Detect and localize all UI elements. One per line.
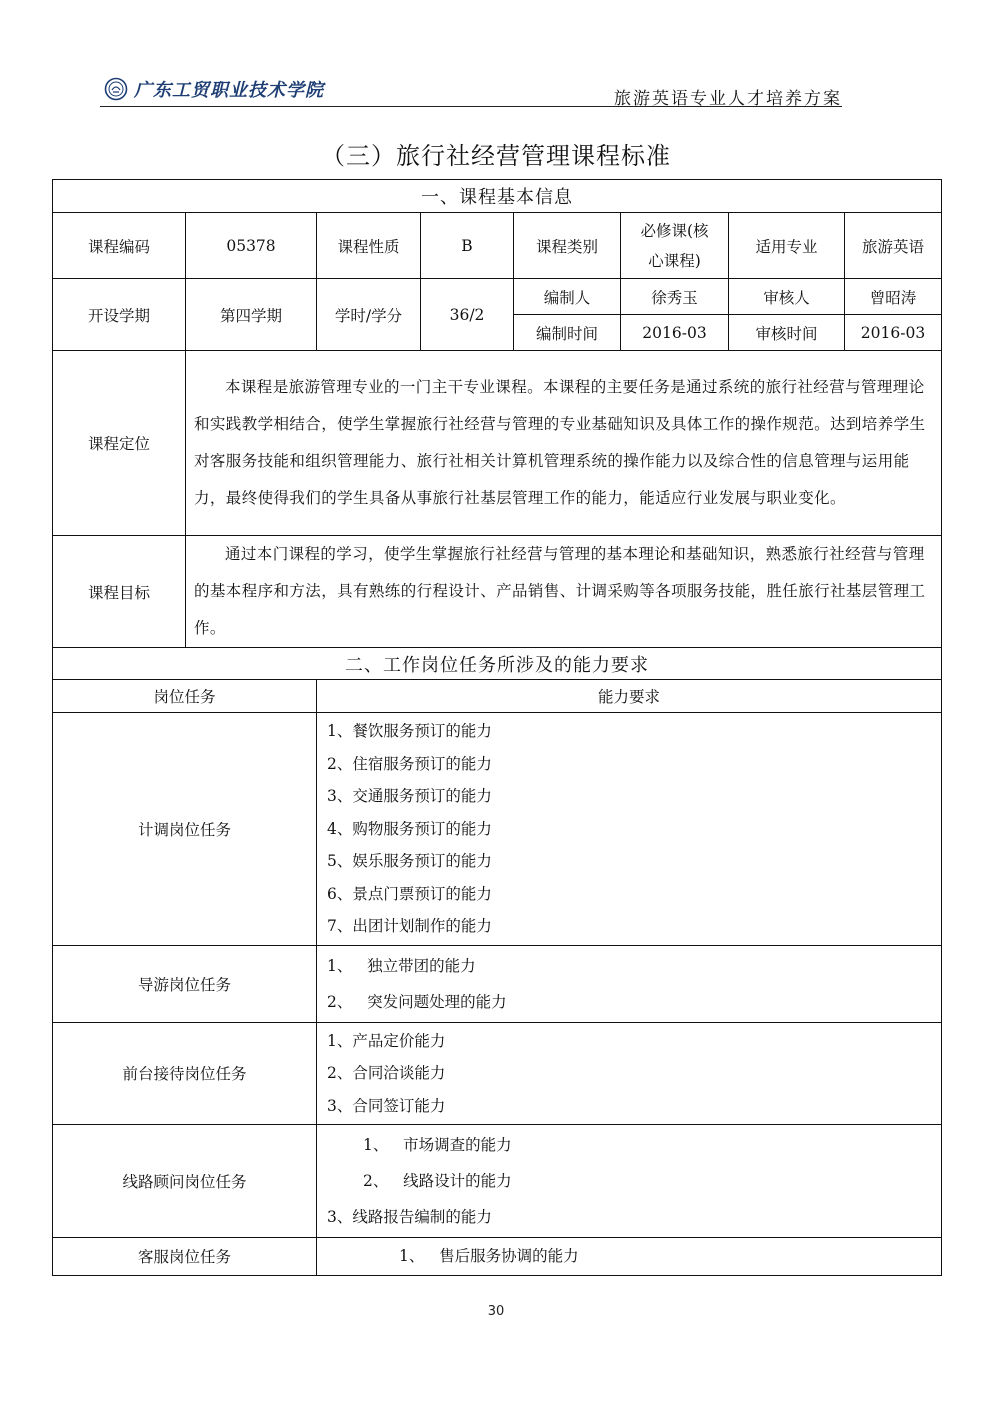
page-number: 30 (487, 1304, 505, 1319)
edit-time-label: 编制时间 (514, 315, 621, 351)
task-name: 前台接待岗位任务 (53, 1022, 317, 1125)
task-name: 客服岗位任务 (53, 1238, 317, 1276)
ability-list (317, 945, 942, 1022)
course-type-label: 课程类别 (514, 213, 621, 279)
course-standard-table (52, 179, 942, 1276)
column-header-task: 岗位任务 (53, 680, 317, 713)
course-type-value-line-1: 必修课(核 (640, 221, 709, 240)
ability-list (317, 1238, 942, 1276)
editor-value: 徐秀玉 (621, 279, 729, 315)
task-row (53, 945, 942, 1022)
task-name: 计调岗位任务 (53, 713, 317, 946)
task-row (53, 1125, 942, 1238)
ability-item: 6、景点门票预订的能力 (327, 884, 492, 903)
basic-info-row-1 (53, 213, 942, 279)
course-code-value: 05378 (186, 213, 317, 279)
ability-item: 3、合同签订能力 (327, 1096, 446, 1115)
ability-item: 7、出团计划制作的能力 (327, 917, 492, 935)
editor-label: 编制人 (514, 279, 621, 315)
section-ability-heading: 二、工作岗位任务所涉及的能力要求 (53, 648, 942, 680)
page-header (100, 72, 842, 108)
ability-item: 1、 售后服务协调的能力 (399, 1247, 579, 1265)
reviewer-label: 审核人 (729, 279, 845, 315)
school-name: 广东工贸职业技术学院 (134, 80, 324, 101)
hours-credits-value: 36/2 (421, 279, 514, 351)
column-header-ability: 能力要求 (317, 680, 942, 713)
hours-credits-label: 学时/学分 (317, 279, 421, 351)
review-time-label: 审核时间 (729, 315, 845, 351)
school-seal-icon (104, 77, 128, 101)
ability-item: 2、住宿服务预订的能力 (327, 754, 492, 773)
course-nature-value: B (421, 213, 514, 279)
ability-item: 4、购物服务预订的能力 (327, 819, 492, 838)
document-name: 旅游英语专业人才培养方案 (614, 89, 842, 109)
ability-list (317, 713, 942, 946)
ability-item: 1、餐饮服务预订的能力 (327, 722, 492, 740)
section-basic-info-heading: 一、课程基本信息 (53, 180, 942, 213)
ability-table-header (53, 680, 942, 713)
ability-item: 2、合同洽谈能力 (327, 1064, 446, 1082)
ability-item: 1、产品定价能力 (327, 1031, 446, 1050)
ability-item: 5、娱乐服务预订的能力 (327, 852, 492, 870)
ability-item: 3、线路报告编制的能力 (327, 1208, 492, 1226)
ability-item: 3、交通服务预订的能力 (327, 787, 492, 805)
ability-item: 1、 市场调查的能力 (363, 1136, 512, 1154)
ability-item: 1、 独立带团的能力 (327, 956, 476, 975)
major-label: 适用专业 (729, 213, 845, 279)
course-objective-label: 课程目标 (53, 536, 186, 648)
course-nature-label: 课程性质 (317, 213, 421, 279)
course-code-label: 课程编码 (53, 213, 186, 279)
course-type-value (621, 213, 729, 279)
major-value: 旅游英语 (845, 213, 942, 279)
basic-info-row-2 (53, 279, 942, 315)
course-type-value-line-2: 心课程) (648, 251, 701, 270)
ability-item: 2、 突发问题处理的能力 (327, 992, 507, 1011)
task-name: 导游岗位任务 (53, 945, 317, 1022)
course-objective-row (53, 536, 942, 648)
term-value: 第四学期 (186, 279, 317, 351)
edit-time-value: 2016-03 (621, 315, 729, 351)
task-row (53, 713, 942, 946)
course-positioning-label: 课程定位 (53, 351, 186, 536)
ability-list (317, 1022, 942, 1125)
term-label: 开设学期 (53, 279, 186, 351)
course-objective-text: 通过本门课程的学习，使学生掌握旅行社经营与管理的基本理论和基础知识，熟悉旅行社经营与管理的基本程序和方法，具有熟练的行程设计、产品销售、计调采购等各项服务技能，胜任旅行社基层管理工作。 (186, 536, 942, 648)
course-positioning-text: 本课程是旅游管理专业的一门主干专业课程。本课程的主要任务是通过系统的旅行社经营与管理理论和实践教学相结合，使学生掌握旅行社经营与管理的专业基础知识及具体工作的操作规范。达到培养学生对客服务技能和组织管理能力、旅行社相关计算机管理系统的操作能力以及综合性的信息管理与运用能力，最终使得我们的学生具备从事旅行社基层管理工作的能力，能适应行业发展与职业变化。 (186, 351, 942, 536)
review-time-value: 2016-03 (845, 315, 942, 351)
page-title: （三）旅行社经营管理课程标准 (321, 142, 671, 170)
header-divider (100, 106, 842, 107)
reviewer-value: 曾昭涛 (845, 279, 942, 315)
school-logo (104, 76, 324, 102)
task-row (53, 1238, 942, 1276)
ability-item: 2、 线路设计的能力 (363, 1172, 512, 1190)
task-row (53, 1022, 942, 1125)
ability-list (317, 1125, 942, 1238)
task-name: 线路顾问岗位任务 (53, 1125, 317, 1238)
course-positioning-row (53, 351, 942, 536)
